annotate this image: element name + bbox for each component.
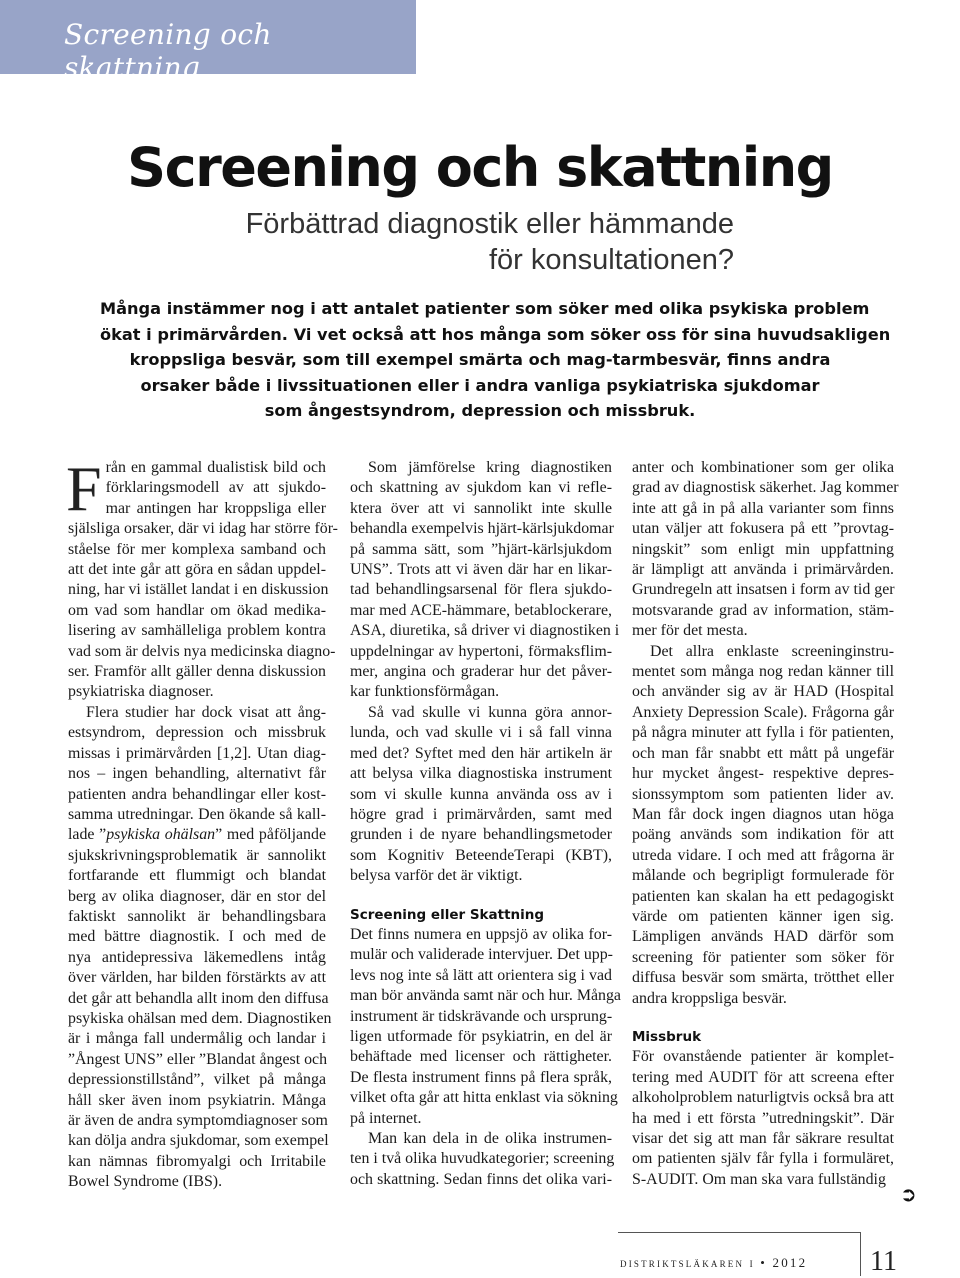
text-line: ligen utformade för psykiatrin, en del är	[350, 1027, 612, 1045]
text-line: är i många fall undermålig och landar i	[68, 1030, 326, 1048]
text-line: inte att gå in på alla varianter som finns	[632, 499, 894, 517]
text-line: samma utredningar. Den ökande så kall-	[68, 805, 326, 823]
text-line: belysa varför det är viktigt.	[350, 867, 523, 885]
text-line: grad av diagnostisk säkerhet. Jag kommer	[632, 479, 899, 497]
text-line: diffusa besvär som smärta, trötthet eller	[632, 969, 894, 987]
text-line: nos – ingen behandling, alternativt får	[68, 765, 326, 783]
text-line: alkoholproblem naturligtvis också bra att	[632, 1089, 894, 1107]
text-line: De flesta instrument finns på flera språk,	[350, 1068, 612, 1086]
text-line: grunden i de nyare behandlingsmetoder	[350, 826, 612, 844]
text-line: Så vad skulle vi kunna göra annor-	[368, 703, 612, 721]
text-line: UNS”. Trots att vi även där har en likar-	[350, 561, 612, 579]
text-line: ningskit” som enligt min uppfattning	[632, 540, 894, 558]
text-line: att det inte går att göra en sådan uppdel-	[68, 561, 326, 579]
column-3	[632, 458, 899, 1190]
text-line: håll sker även inom psykiatrin. Många	[68, 1091, 326, 1109]
text-line: ståelse för mer komplexa samband och	[68, 540, 326, 558]
text-line: depressionstillstånd”, vilket på många	[68, 1071, 326, 1089]
text-line: visar det sig att man får säkrare resultat	[632, 1130, 894, 1147]
text-line: sjukskrivningsproblematik är sannolikt	[68, 846, 326, 864]
subtitle-line: för konsultationen?	[488, 244, 734, 276]
text-line: Grundregeln att insatsen i form av tid ger	[632, 581, 895, 599]
article-title: Screening och skattning	[127, 136, 833, 199]
text-line: på samma sätt, som ”hjärt-kärlsjukdom	[350, 540, 612, 558]
text-line: psykiatriska diagnoser.	[68, 683, 214, 701]
text-line: vilket ofta går att hitta enklast via sökning	[350, 1089, 618, 1107]
text-line: fortfarande ett flummigt och blandat	[68, 867, 326, 885]
text-line: och använder sig av är HAD (Hospital	[632, 683, 894, 701]
text-line: ASA, diuretika, så driver vi diagnostiken i	[350, 622, 620, 640]
text-line: poäng används som indikation för att	[632, 826, 894, 844]
text-line: och skattning. Sedan finns det olika vari-	[350, 1170, 612, 1188]
section-title: Screening och skattning	[64, 18, 272, 84]
text-line: målande och begripligt formulerade för	[632, 867, 894, 885]
text-line: anter och kombinationer som ger olika	[632, 459, 894, 476]
text-line: mentet som många nog redan känner till	[632, 663, 894, 681]
intro-line: ökat i primärvården. Vi vet också att hos många som söker oss för sina huvudsakligen	[100, 324, 891, 344]
text-line: Bowel Syndrome (IBS).	[68, 1173, 223, 1191]
text-line: över världen, har bilden förstärkts av att	[68, 969, 326, 987]
column-2	[350, 458, 621, 1190]
text-line: om vad som handlar om ökad medika-	[68, 601, 326, 619]
text-line: det går att behandla allt inom den diffusa	[68, 989, 329, 1007]
footer-divider	[618, 1232, 860, 1233]
text-line: högre grad i primärvården, samt med	[350, 805, 612, 823]
text-line: sionssymptom som patienten lider av.	[632, 785, 894, 803]
text-line: Lämpligen används HAD därför som	[632, 928, 894, 946]
text-line: är även de andra symptomdiagnoser som	[68, 1112, 328, 1129]
subtitle-line: Förbättrad diagnostik eller hämmande	[245, 208, 734, 240]
text-line: ten i två olika huvudkategorier; screening	[350, 1150, 615, 1168]
text-line: S-AUDIT. Om man ska vara fullständig	[632, 1170, 886, 1188]
text-line: vad som är delvis nya medicinska diagno-	[68, 642, 336, 660]
text-line-special: lade ”psykiska ohälsan” med påföljande	[68, 826, 326, 844]
text-line: att belysa vilka diagnostiska instrument	[350, 765, 612, 783]
text-line: mer för det mesta.	[632, 622, 748, 640]
text-line: hur mycket ångest- respektive depres-	[632, 765, 894, 783]
text-line: faktiskt sannolikt är behandlingsbara	[68, 907, 326, 925]
text-line: tad behandlingsarsenal för flera sjukdo-	[350, 581, 612, 599]
dropcap-line: rån en gammal dualistisk bild och	[105, 459, 326, 476]
text-line: ha med i ett första ”utredningskit”. Där	[632, 1109, 894, 1127]
subheading-screening: Screening eller Skattning	[350, 906, 545, 923]
text-line: kan nämnas fibromyalgi och Irritabile	[68, 1152, 326, 1170]
continue-arrow-icon: ➲	[900, 1182, 917, 1206]
text-line: levs nog inte så lätt att orientera sig i vad	[350, 966, 612, 984]
intro-line: som ångestsyndrom, depression och missbruk.	[264, 401, 696, 420]
subheading-missbruk: Missbruk	[632, 1028, 702, 1045]
text-line: patienten kan skalan ha ett pedagogiskt	[632, 887, 894, 905]
text-line: som vi skulle kunna använda oss av i	[350, 785, 612, 803]
text-line: och man får snabbt ett mått på ungefär	[632, 744, 894, 762]
text-line: Flera studier har dock visat att ång-	[86, 703, 326, 721]
intro-line: kroppsliga besvär, som till exempel smärta och mag-tarmbesvär, finns andra	[129, 350, 831, 369]
text-line: mer, angina och graderar hur det påver-	[350, 663, 612, 681]
text-line: uppdelningar av hypertoni, förmaksflim-	[350, 642, 612, 660]
text-line: på några minuter att fylla i för patienten,	[632, 724, 894, 742]
emphasis: psykiska ohälsan	[106, 826, 216, 844]
text-line: ktera över att vi sannolikt inte skulle	[350, 499, 612, 517]
text-line: berg av olika diagnoser, där en stor del	[68, 887, 326, 905]
text-line: själsliga orsaker, där vi idag har större för-	[68, 520, 338, 538]
text-line: ser. Framför allt gäller denna diskussion	[68, 663, 326, 681]
text-line: mar med ACE-hämmare, betablockerare,	[350, 601, 612, 619]
intro-line: orsaker både i livssituationen eller i andra vanliga psykiatriska sjukdomar	[140, 375, 820, 395]
text-line: Det allra enklaste screeninginstru-	[650, 642, 894, 660]
footer-publication: distriktsläkaren i • 2012	[620, 1255, 808, 1270]
text-line: som Kognitiv BeteendeTerapi (KBT),	[350, 846, 612, 864]
dropcap-line: förklaringsmodell av att sjukdo-	[105, 479, 326, 497]
text-line: screening för patienter som söker för	[632, 948, 894, 966]
text-line: man bör använda samt när och hur. Många	[350, 987, 621, 1005]
text-line: lunda, och vad skulle vi i så fall vinna	[350, 724, 612, 742]
article-subtitle	[246, 206, 734, 278]
drop-cap: F	[66, 453, 102, 524]
text-line: om patienten själv får fylla i formuläret,	[632, 1150, 894, 1168]
text-line: estsyndrom, depression och missbruk	[68, 724, 326, 742]
text-line: kan dölja andra sjukdomar, som exempel	[68, 1132, 329, 1150]
text-line: och skattning av sjukdom kan vi refle-	[350, 479, 612, 497]
text-line: psykiska ohälsan med dem. Diagnostiken	[68, 1009, 332, 1027]
text-line: utreda vidare. I och med att frågorna är	[632, 846, 894, 864]
text-line: behäftade med licenser och rättigheter.	[350, 1048, 612, 1066]
article-intro	[100, 296, 891, 424]
text-line: Man får dock ingen diagnos utan höga	[632, 805, 894, 823]
text-line: Det finns numera en uppsjö av olika for-	[350, 925, 612, 943]
intro-line: Många instämmer nog i att antalet patienter som söker med olika psykiska problem	[100, 299, 870, 318]
text-line: andra kroppsliga besvär.	[632, 989, 787, 1007]
page-number-divider	[860, 1232, 861, 1276]
dropcap-line: mar antingen har kroppsliga eller	[105, 499, 326, 517]
text-line: motsvarande grad av information, stäm-	[632, 601, 894, 619]
text-line: patienten andra behandlingar eller kost-	[68, 785, 326, 803]
text-line: utan väljer att fokusera på ett ”provtag-	[632, 520, 894, 538]
page-number: 11	[870, 1246, 897, 1277]
text-line: missas i primärvården [1,2]. Utan diag-	[68, 744, 326, 762]
text-line: på internet.	[350, 1109, 422, 1127]
text-line: instrument är tidskrävande och ursprung-	[350, 1007, 613, 1025]
text-line: tering med AUDIT för att screena efter	[632, 1068, 894, 1086]
text-line: Anxiety Depression Scale). Frågorna går	[632, 703, 894, 721]
text-line: ”Ångest UNS” eller ”Blandat ångest och	[68, 1050, 328, 1068]
text-line: Som jämförelse kring diagnostiken	[368, 459, 612, 476]
section-banner	[0, 0, 416, 84]
text-line: är lämpligt att använda i primärvården.	[632, 561, 894, 579]
text-line: värde om patienten känner igen sig.	[632, 907, 894, 925]
text-line: ning, har vi istället landat i en diskussion	[68, 581, 329, 599]
text-line: med det? Syftet med den här artikeln är	[350, 744, 612, 762]
text-line: behandla exempelvis hjärt-kärlsjukdomar	[350, 520, 614, 538]
text-line: med bättre diagnostik. I och med de	[68, 928, 326, 946]
text-line: För ovanstående patienter är komplet-	[632, 1048, 894, 1066]
text-line: nya antidepressiva läkemedlens intåg	[68, 948, 326, 966]
column-1	[66, 453, 338, 1193]
text-line: kar funktionsförmågan.	[350, 683, 500, 701]
text-line: mulär och validerade intervjuer. Det upp-	[350, 946, 613, 964]
text-line: Man kan dela in de olika instrumen-	[368, 1130, 612, 1147]
text-line: lisering av samhälleliga problem kontra	[68, 622, 326, 640]
